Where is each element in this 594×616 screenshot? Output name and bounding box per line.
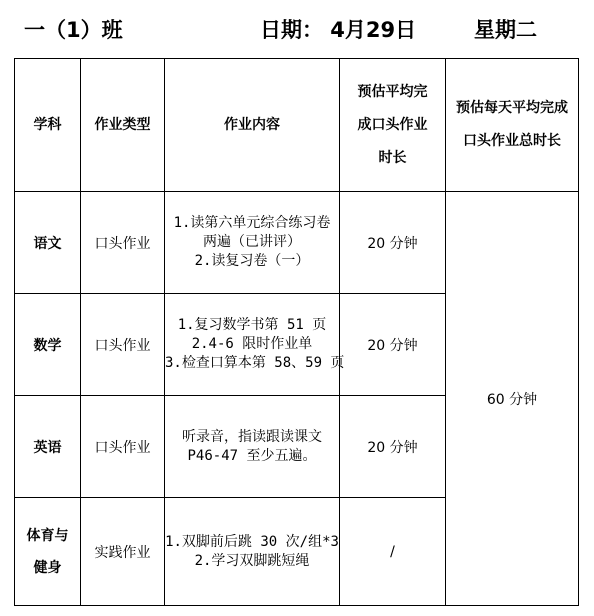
subject-line: 健身 — [33, 559, 62, 576]
date-label: 日期： 4月29日 — [260, 18, 417, 42]
type-cell: 口头作业 — [81, 396, 165, 498]
content-line: 2.4-6 限时作业单 — [191, 336, 313, 352]
content-line: P46-47 至少五遍。 — [187, 447, 317, 464]
content-line: 2.学习双脚跳短绳 — [194, 552, 310, 569]
content-line: 1.读第六单元综合练习卷 — [173, 215, 331, 231]
subject-cell — [15, 498, 81, 606]
subject-line: 体育与 — [26, 527, 69, 544]
header-daily-total-line: 预估每天平均完成 — [456, 100, 568, 116]
weekday-label: 星期二 — [474, 18, 537, 42]
class-name: 一（1）班 — [24, 18, 123, 42]
type-cell: 口头作业 — [81, 192, 165, 294]
table-row — [15, 192, 579, 294]
content-cell — [165, 294, 345, 396]
content-line: 1.双脚前后跳 30 次/组*3 — [165, 533, 339, 550]
table-header-row — [15, 59, 579, 192]
content-line: 3.检查口算本第 58、59 页 — [165, 355, 345, 371]
content-line: 听录音，指读跟读课文 — [182, 428, 322, 445]
content-cell — [165, 498, 340, 606]
daily-total-cell: 60 分钟 — [446, 192, 579, 606]
type-cell: 口头作业 — [81, 294, 165, 396]
subject-cell: 数学 — [15, 294, 81, 396]
time-cell: 20 分钟 — [340, 396, 446, 498]
content-line: 2.读复习卷（一） — [194, 253, 310, 269]
header-subject: 学科 — [15, 59, 81, 192]
time-cell: / — [340, 498, 446, 606]
header-daily-total-line: 口头作业总时长 — [463, 133, 561, 149]
header-avg-time-line: 预估平均完 — [357, 83, 428, 100]
time-cell: 20 分钟 — [340, 294, 446, 396]
subject-cell: 语文 — [15, 192, 81, 294]
header-avg-time-line: 时长 — [378, 149, 407, 166]
header-avg-time-line: 成口头作业 — [357, 116, 428, 133]
header-type: 作业类型 — [81, 59, 165, 192]
content-cell — [165, 396, 340, 498]
content-line: 两遍（已讲评） — [203, 234, 301, 250]
content-cell — [165, 192, 340, 294]
subject-cell: 英语 — [15, 396, 81, 498]
page-header — [0, 8, 594, 48]
type-cell: 实践作业 — [81, 498, 165, 606]
header-content: 作业内容 — [165, 59, 340, 192]
homework-table — [14, 58, 579, 606]
header-avg-time — [340, 59, 446, 192]
header-daily-total — [446, 59, 579, 192]
time-cell: 20 分钟 — [340, 192, 446, 294]
content-line: 1.复习数学书第 51 页 — [177, 317, 327, 333]
